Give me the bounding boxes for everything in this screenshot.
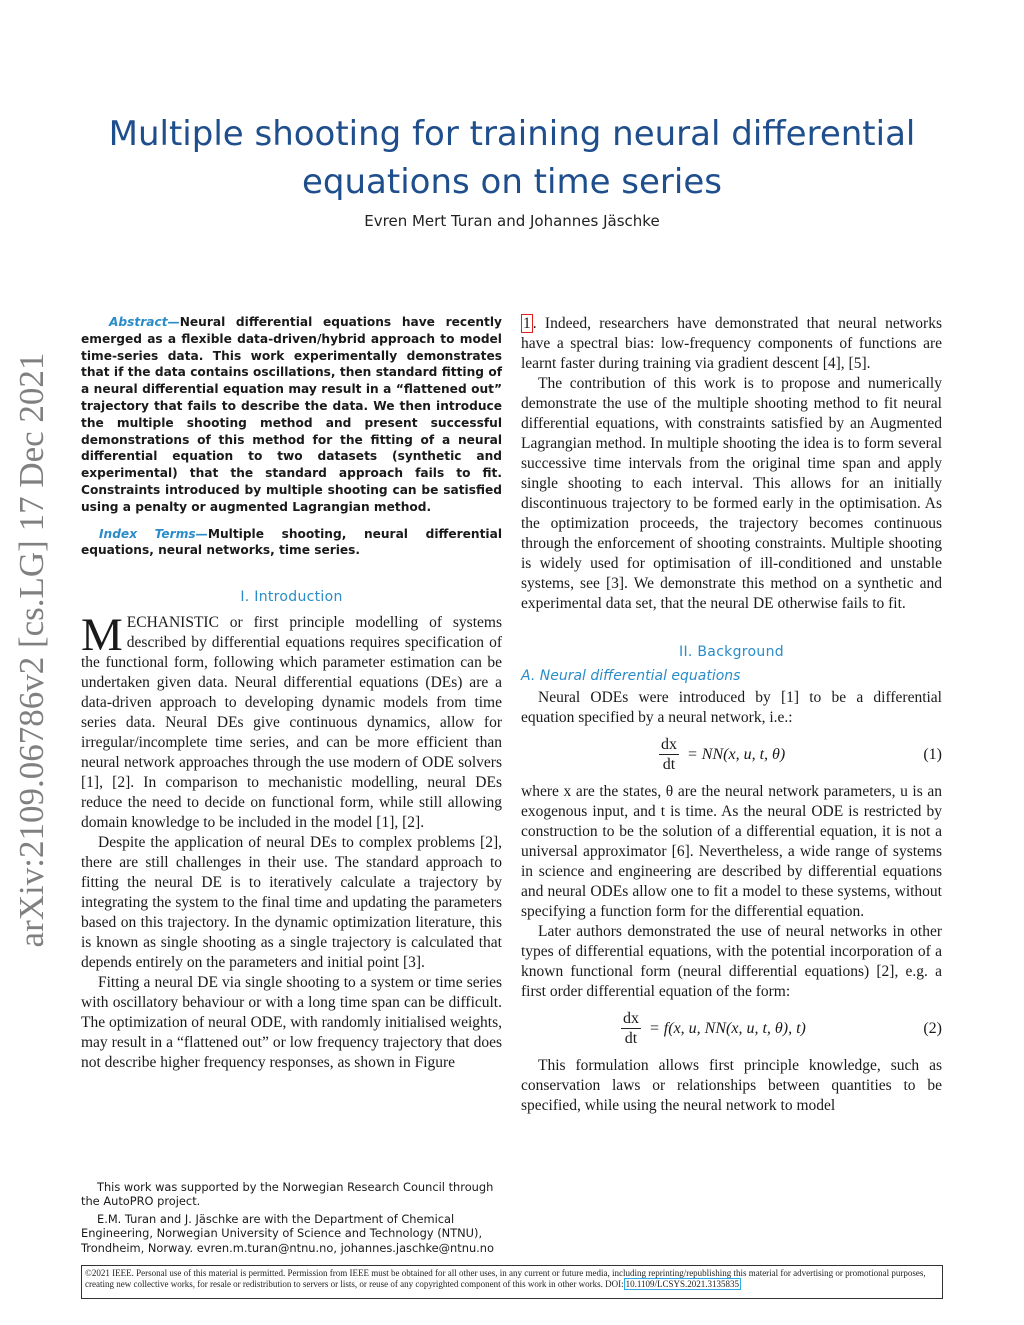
footnotes [81, 1180, 502, 1258]
arxiv-identifier-stamp: arXiv:2109.06786v2 [cs.LG] 17 Dec 2021 [12, 352, 51, 948]
figure-1-link[interactable]: 1 [523, 315, 531, 332]
equation-2-denominator: dt [624, 1030, 638, 1047]
equation-1 [521, 732, 942, 778]
intro-paragraph-2: Despite the application of neural DEs to complex problems [2], there are still challenges in their use. The standard approach to fitting the neural DE is to iteratively calculate a trajectory by integrating the system to the final time and updating the parameters based on this trajectory. In the dynamic optimization literature, this is known as single shooting as a single trajectory is calculated that depends entirely on the parameters and initial point [3]. [81, 834, 502, 972]
equation-2-rhs: = f(x, u, NN(x, u, t, θ), t) [649, 1020, 806, 1037]
index-terms-text: Multiple shooting, neural differential equations, neural networks, time series. [81, 526, 502, 558]
intro-continued-text: . Indeed, researchers have demonstrated that neural networks have a spectral bias: low-frequency components of functions are learnt faster during training via gradient descent [4], [5]. [521, 315, 942, 372]
equation-2 [521, 1006, 942, 1052]
equation-1-denominator: dt [662, 756, 676, 773]
equation-2-fraction [621, 1010, 641, 1049]
contribution-paragraph: The contribution of this work is to propose and numerically demonstrate the use of the multiple shooting method to fit neural differential equations, with constraints satisfied by an Augmented Lagrangian method. In multiple shooting the idea is to form several successive time intervals from the original time span and apply single shooting to each interval. This allows for an initially discontinuous trajectory to be formed early in the optimisation. As the optimization proceeds, the trajectory becomes continuous through the enforcement of shooting constraints. Multiple shooting is widely used for optimisation of ill-conditioned and unstable systems, see [3]. We demonstrate this method on a synthetic and experimental data set, that the neural DE otherwise fails to fit. [521, 375, 942, 612]
abstract-label: Abstract [109, 315, 168, 329]
later-authors-paragraph: Later authors demonstrated the use of neural networks in other types of differential equations, with the potential incorporation of a known functional form (neural differential equations) [2], e.g. a first order differential equation of the form: [521, 923, 942, 1000]
neural-ode-paragraph: Neural ODEs were introduced by [1] to be a differential equation specified by a neural network, i.e.: [521, 689, 942, 726]
intro-paragraph-1-text: ECHANISTIC or first principle modelling of systems described by differential equations requires specification of the functional form, following which parameter estimation can be undertaken given data. Neural differential equations (DEs) are a data-driven approach to developing dynamic models from time series data. Neural DEs give continuous dynamics, allow for irregular/incomplete time series, and can be more efficient than neural network approaches through the use modern of ODE solvers [1], [2]. In comparison to mechanistic modelling, neural DEs reduce the need to decide on functional form, while still allowing domain knowledge to be included in the model [1], [2]. [81, 614, 502, 832]
where-paragraph: where x are the states, θ are the neural network parameters, u is an exogenous input, and t is time. As the neural ODE is restricted by construction to be the solution of a differential equation, it is not a universal approximator [6]. Nevertheless, a wide range of systems in science and engineering are described by differential equations and neural ODEs allow one to fit a model to these systems, without specifying a function form for the differential equation. [521, 783, 942, 920]
section-heading-background: II. Background [679, 644, 784, 660]
paper-title: Multiple shooting for training neural differential equations on time series [108, 114, 916, 202]
abstract-text: Neural differential equations have recently emerged as a flexible data-driven/hybrid approach to model time-series data. This work experimentally demonstrates that if the data contains oscillations, then standard fitting of a neural differential equation may result in a “flattened out” trajectory that fails to describe the data. We then introduce the multiple shooting method and present successful demonstrations of this method for the fitting of a neural differential equation to two datasets (synthetic and experimental) that the standard approach fails to fit. Constraints introduced by multiple shooting can be satisfied using a penalty or augmented Lagrangian method. [81, 315, 502, 514]
formulation-paragraph: This formulation allows first principle knowledge, such as conservation laws or relationships between quantities to be specified, while using the neural network to model [521, 1057, 942, 1114]
copyright-text: ©2021 IEEE. Personal use of this material is permitted. Permission from IEEE must be obtained for all other uses, in any current or future media, including reprinting/republishing this material for advertising or promotional purposes, creating new collective works, for resale or redistribution to servers or lists, or reuse of any copyrighted component of this work in other works. DOI: [85, 1268, 926, 1289]
index-terms-label: Index Terms [99, 526, 196, 541]
equation-1-fraction [659, 736, 679, 775]
copyright-notice [81, 1265, 943, 1299]
paper-authors: Evren Mert Turan and Johannes Jäschke [364, 212, 660, 230]
footnote-affiliation: E.M. Turan and J. Jäschke are with the Department of Chemical Engineering, Norwegian University of Science and Technology (NTNU), Trondheim, Norway. evren.m.turan@ntnu.no, johannes.jaschke@ntnu.no [81, 1211, 494, 1255]
equation-2-numerator: dx [623, 1010, 639, 1027]
abstract: Abstract—Neural differential equations have recently emerged as a flexible data-driven/hybrid approach to model time-series data. This work experimentally demonstrates that if the data contains oscillations, then standard fitting of a neural differential equation may result in a “flattened out” trajectory that fails to describe the data. We then introduce the multiple shooting method and present successful demonstrations of this method for the fitting of a neural differential equation to two datasets (synthetic and experimental) that the standard approach fails to fit. Constraints introduced by multiple shooting can be satisfied using a penalty or augmented Lagrangian method. [81, 315, 502, 514]
drop-cap: M [81, 609, 123, 662]
doi-link[interactable]: 10.1109/LCSYS.2021.3135835 [625, 1278, 740, 1289]
equation-1-number: (1) [923, 746, 942, 763]
index-terms: Index Terms—Multiple shooting, neural differential equations, neural networks, time series. [81, 526, 502, 558]
footnote-funding: This work was supported by the Norwegian Research Council through the AutoPRO project. [81, 1180, 494, 1209]
left-column [81, 314, 502, 1073]
subsection-heading-neural-de: A. Neural differential equations [521, 668, 741, 684]
intro-paragraph-continued [521, 314, 942, 374]
equation-2-number: (2) [923, 1020, 942, 1037]
equation-1-rhs: = NN(x, u, t, θ) [687, 746, 786, 763]
section-heading-introduction: I. Introduction [240, 589, 343, 606]
intro-paragraph-1 [81, 609, 502, 833]
equation-1-numerator: dx [661, 736, 677, 753]
right-column [521, 314, 942, 1116]
intro-paragraph-3: Fitting a neural DE via single shooting to a system or time series with oscillatory behaviour or with a long time span can be difficult. The optimization of neural ODE, with randomly initialised weights, may result in a “flattened out” or low frequency trajectory that does not describe higher frequency responses, as shown in Figure [81, 974, 502, 1072]
